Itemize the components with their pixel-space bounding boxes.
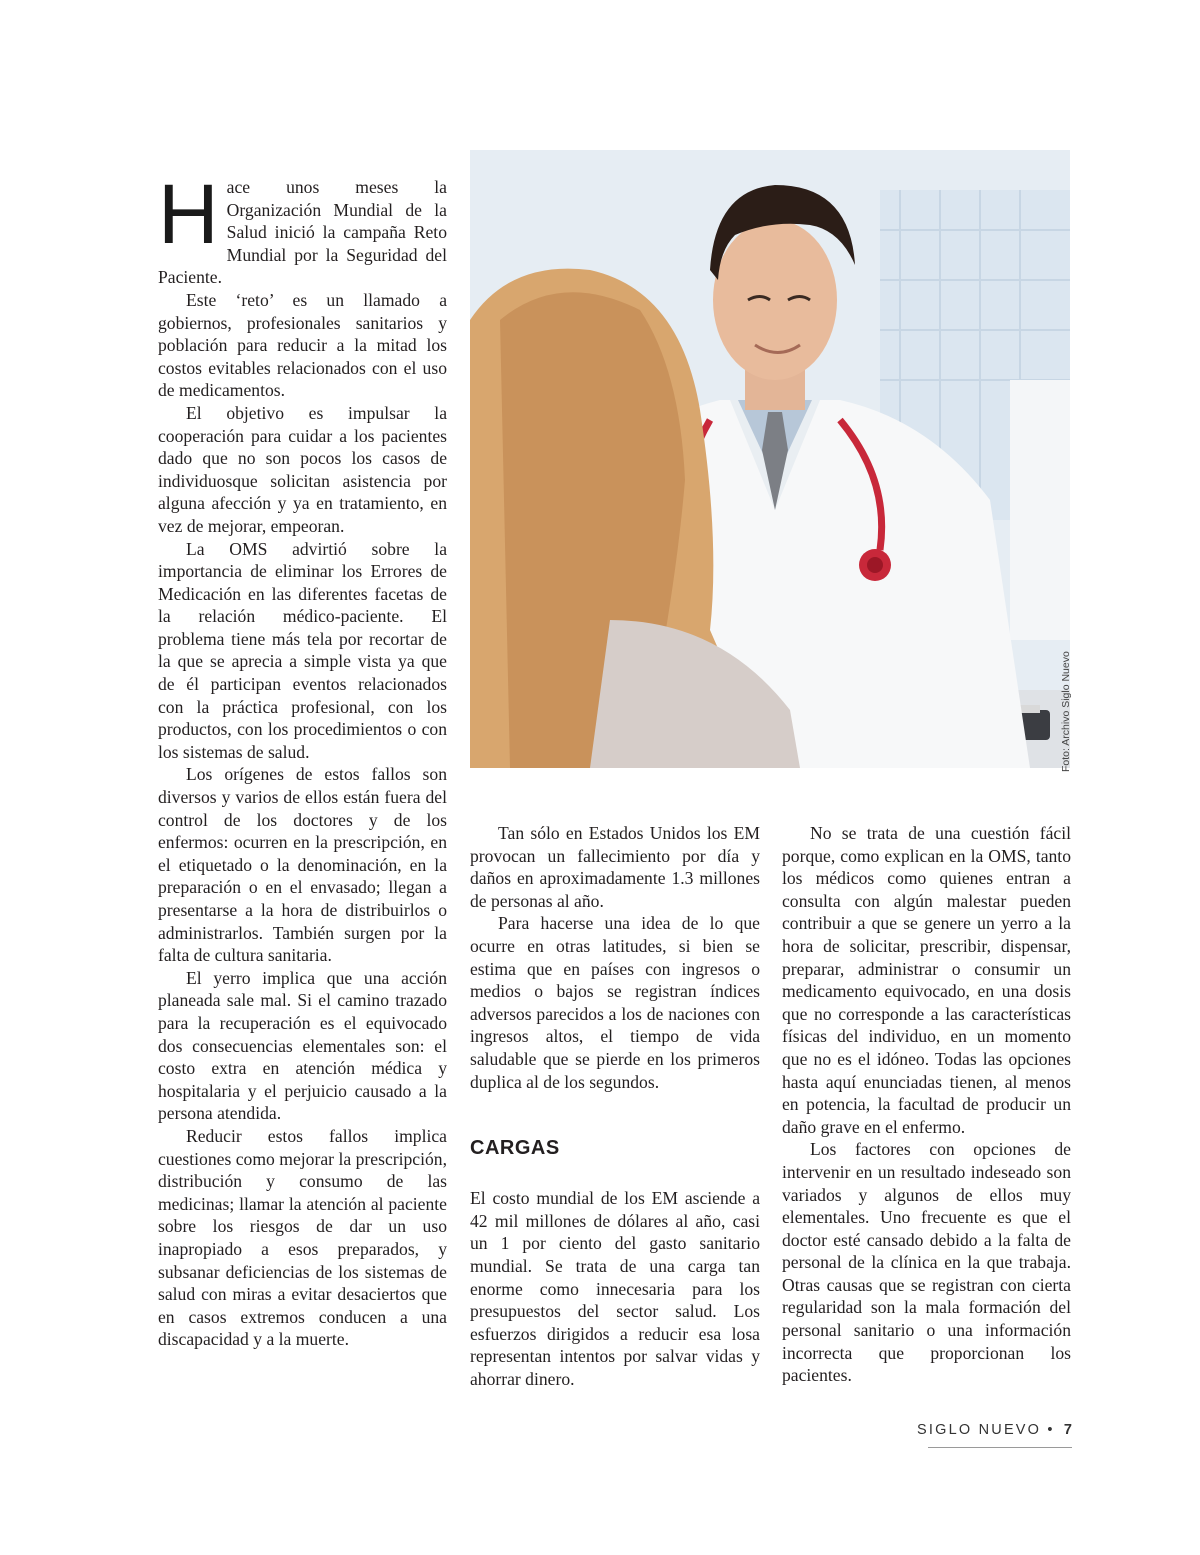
article-paragraph: Hace unos meses la Organización Mundial de la Salud inició la campaña Reto Mundial por la Seguridad del Paciente. — [158, 167, 447, 288]
article-column-3 — [782, 822, 1071, 1387]
footer-rule — [928, 1447, 1072, 1448]
article-paragraph: El objetivo es impulsar la cooperación para cuidar a los pacientes dado que no son pocos los casos de individuosque solicitan asistencia por alguna afección y ya en tratamiento, en vez de mejorar, empeoran. — [158, 402, 447, 536]
photo-credit: Foto: Archivo Siglo Nuevo — [1060, 651, 1072, 772]
page-footer — [917, 1422, 1072, 1438]
section-heading: CARGAS — [470, 1137, 560, 1160]
article-paragraph: Tan sólo en Estados Unidos los EM provocan un fallecimiento por día y daños en aproximadamente 1.3 millones de personas al año. — [470, 823, 760, 911]
article-paragraph: Este ‘reto’ es un llamado a gobiernos, profesionales sanitarios y población para reducir a la mitad los costos evitables relacionados con el uso de medicamentos. — [158, 289, 447, 401]
article-paragraph: Para hacerse una idea de lo que ocurre en otras latitudes, si bien se estima que en países con ingresos o medios o bajos se registran índices adversos parecidos a los de naciones con ingresos altos, el tiempo de vida saludable que se pierde en los primeros duplica al de los segundos. — [470, 913, 760, 1092]
article-paragraph: El yerro implica que una acción planeada sale mal. Si el camino trazado para la recuperación es el equivocado dos consecuencias elementales son: el costo extra en atención médica y hospitalaria y el perjuicio causado a la persona atendida. — [158, 967, 447, 1124]
article-paragraph: La OMS advirtió sobre la importancia de eliminar los Errores de Medicación en las diferentes facetas de la relación médico-paciente. El problema tiene más tela por recortar de la que se aprecia a simple vista ya que de él participan eventos relacionados con la práctica profesional, con los productos, con los procedimientos o con los sistemas de salud. — [158, 538, 447, 762]
drop-cap: H — [158, 167, 219, 261]
article-paragraph: Los factores con opciones de intervenir en un resultado indeseado son variados y algunos de ellos muy elementales. Uno frecuente es que el doctor esté cansado debido a la falta de personal de la clínica en la que trabaja. Otras causas que se registran con cierta regularidad son la mala formación del personal sanitario o una información incorrecta que proporcionan los pacientes. — [782, 1139, 1071, 1386]
doctor-patient-photo — [470, 150, 1070, 768]
article-column-1 — [158, 167, 447, 1351]
page-number: 7 — [1063, 1422, 1072, 1438]
footer-separator: • — [1047, 1422, 1055, 1438]
article-paragraph: Los orígenes de estos fallos son diversos y varios de ellos están fuera del control de los doctores y de los enfermos: ocurren en la prescripción, en el etiquetado o la denominación, en la preparación o en el envasado; llegan a presentarse a la hora de distribuirlos o administrarlos. También surgen por la falta de cultura sanitaria. — [158, 764, 447, 966]
article-paragraph: Reducir estos fallos implica cuestiones como mejorar la prescripción, distribución y consumo de las medicinas; llamar la atención al paciente sobre los riesgos de dar un uso inapropiado a esos preparados, y subsanar deficiencias de los sistemas de salud con miras a evitar desaciertos que en casos extremos conducen a una discapacidad y a la muerte. — [158, 1125, 447, 1350]
article-paragraph: El costo mundial de los EM asciende a 42 mil millones de dólares al año, casi un 1 por ciento del gasto sanitario mundial. Se trata de una carga tan enorme como innecesaria para los presupuestos del sector salud. Los esfuerzos dirigidos a reducir esa losa representan intentos por salvar vidas y ahorrar dinero. — [470, 1188, 760, 1389]
publication-name: SIGLO NUEVO — [917, 1422, 1042, 1438]
article-paragraph: No se trata de una cuestión fácil porque, como explican en la OMS, tanto los médicos como quienes entran a consulta con algún malestar pueden contribuir a que se genere un yerro a la hora de solicitar, prescribir, dispensar, preparar, administrar o consumir un medicamento equivocado, en una dosis que no corresponde a las características físicas del individuo, en un momento que no es el idóneo. Todas las opciones hasta aquí enunciadas tienen, al menos en potencia, la facultad de producir un daño grave en el enfermo. — [782, 823, 1071, 1137]
article-column-2 — [470, 822, 760, 1390]
photo-illustration — [470, 150, 1070, 768]
